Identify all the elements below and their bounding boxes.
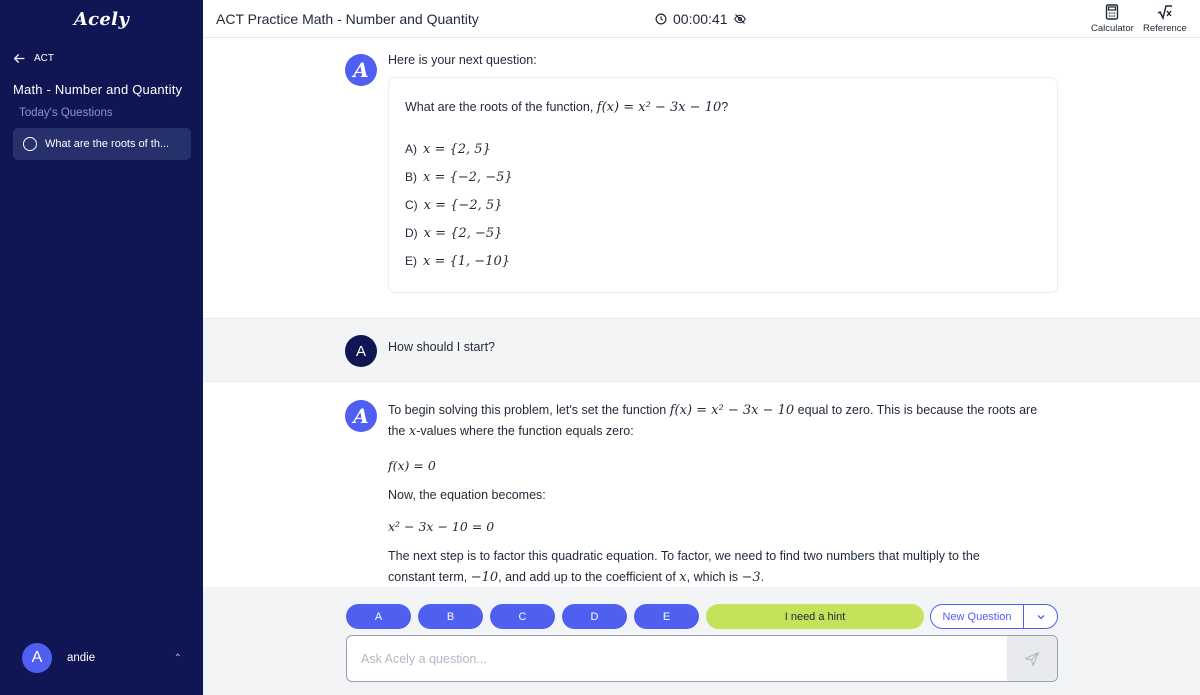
acely-avatar: A — [345, 400, 377, 432]
reply-equation-2: x² − 3x − 10 = 0 — [388, 519, 495, 534]
reply-paragraph-3 — [388, 546, 1028, 587]
calculator-icon — [1104, 4, 1120, 20]
option-letter: E) — [405, 254, 417, 268]
answer-a-button[interactable]: A — [346, 604, 411, 629]
reply-text: , which is — [686, 570, 739, 584]
reply-text: To begin solving this problem, let's set the function — [388, 403, 667, 417]
acely-logo[interactable]: Acely — [73, 8, 130, 30]
intro-text: Here is your next question: — [388, 53, 537, 67]
send-button[interactable] — [1007, 636, 1057, 681]
question-item-label: What are the roots of th... — [45, 138, 170, 150]
back-link[interactable] — [13, 52, 54, 65]
reply-paragraph-1 — [388, 400, 1053, 442]
option-math: x = {−2, −5} — [423, 170, 513, 185]
question-text — [405, 100, 728, 115]
question-math: f(x) = x² − 3x − 10 — [596, 100, 722, 115]
option-letter: D) — [405, 226, 418, 240]
reference-label: Reference — [1143, 23, 1187, 34]
avatar: A — [22, 643, 52, 673]
ai-message-reply — [203, 382, 1200, 587]
reply-math: −10 — [470, 570, 499, 585]
reply-text: are the — [388, 403, 1038, 438]
reply-math: x — [679, 570, 687, 585]
section-subtitle: Today's Questions — [19, 107, 113, 119]
clock-icon — [655, 13, 667, 25]
chat-area[interactable] — [203, 38, 1200, 587]
header — [203, 0, 1200, 38]
user-message — [203, 318, 1200, 382]
reply-math: −3 — [741, 570, 761, 585]
timer — [655, 11, 746, 27]
option-d — [405, 226, 502, 241]
user-name: andie — [67, 652, 96, 664]
reply-paragraph-2: Now, the equation becomes: — [388, 488, 546, 502]
send-icon — [1024, 651, 1040, 667]
option-c — [405, 198, 502, 213]
sidebar-question-item[interactable] — [13, 128, 191, 160]
reply-text: The next step is to factor this quadratic equation. To factor, we need to find two numbers that multiply to the — [388, 549, 980, 563]
new-question-control — [930, 604, 1058, 629]
calculator-label: Calculator — [1091, 23, 1134, 34]
timer-value: 00:00:41 — [673, 11, 728, 27]
answer-d-button[interactable]: D — [562, 604, 627, 629]
chevron-up-icon: ⌃ — [173, 652, 182, 664]
arrow-left-icon — [13, 52, 26, 65]
reply-text: , and add up to the coefficient of — [498, 570, 676, 584]
user-message-text: How should I start? — [388, 340, 495, 354]
answer-bar — [203, 587, 1200, 695]
option-math: x = {−2, 5} — [423, 198, 503, 213]
reply-text: equal to zero. This is because the roots — [797, 403, 1016, 417]
circle-icon — [23, 137, 37, 151]
reply-text: -values where the function equals zero: — [416, 424, 634, 438]
option-math: x = {2, −5} — [423, 226, 503, 241]
chat-input[interactable] — [361, 648, 1001, 670]
reply-math: f(x) = x² − 3x − 10 — [669, 403, 795, 418]
option-letter: C) — [405, 198, 418, 212]
square-root-icon — [1157, 4, 1173, 20]
question-card — [388, 77, 1058, 293]
calculator-button[interactable] — [1091, 4, 1134, 34]
question-prefix: What are the roots of the function, — [405, 100, 594, 114]
option-math: x = {1, −10} — [423, 254, 511, 269]
acely-avatar: A — [345, 54, 377, 86]
reply-equation-1: f(x) = 0 — [388, 458, 436, 473]
question-suffix: ? — [721, 100, 729, 114]
back-label: ACT — [34, 53, 54, 64]
user-avatar: A — [345, 335, 377, 367]
ai-message-question — [203, 38, 1200, 318]
chat-input-container — [346, 635, 1058, 682]
chevron-down-icon — [1036, 612, 1046, 622]
reply-text: . — [760, 570, 765, 584]
user-menu[interactable] — [22, 643, 182, 673]
section-title: Math - Number and Quantity — [13, 82, 183, 97]
option-letter: B) — [405, 170, 417, 184]
new-question-dropdown[interactable] — [1024, 612, 1057, 622]
new-question-button[interactable]: New Question — [942, 610, 1012, 623]
answer-e-button[interactable]: E — [634, 604, 699, 629]
answer-c-button[interactable]: C — [490, 604, 555, 629]
option-letter: A) — [405, 142, 417, 156]
option-a — [405, 142, 491, 157]
reply-math: x — [408, 424, 417, 439]
option-e — [405, 254, 510, 269]
page-title: ACT Practice Math - Number and Quantity — [216, 11, 479, 27]
reply-text: constant term, — [388, 570, 468, 584]
option-math: x = {2, 5} — [423, 142, 491, 157]
reference-button[interactable] — [1143, 4, 1187, 34]
hint-button[interactable]: I need a hint — [706, 604, 924, 629]
eye-off-icon[interactable] — [734, 13, 746, 25]
sidebar — [0, 0, 203, 695]
option-b — [405, 170, 513, 185]
answer-b-button[interactable]: B — [418, 604, 483, 629]
